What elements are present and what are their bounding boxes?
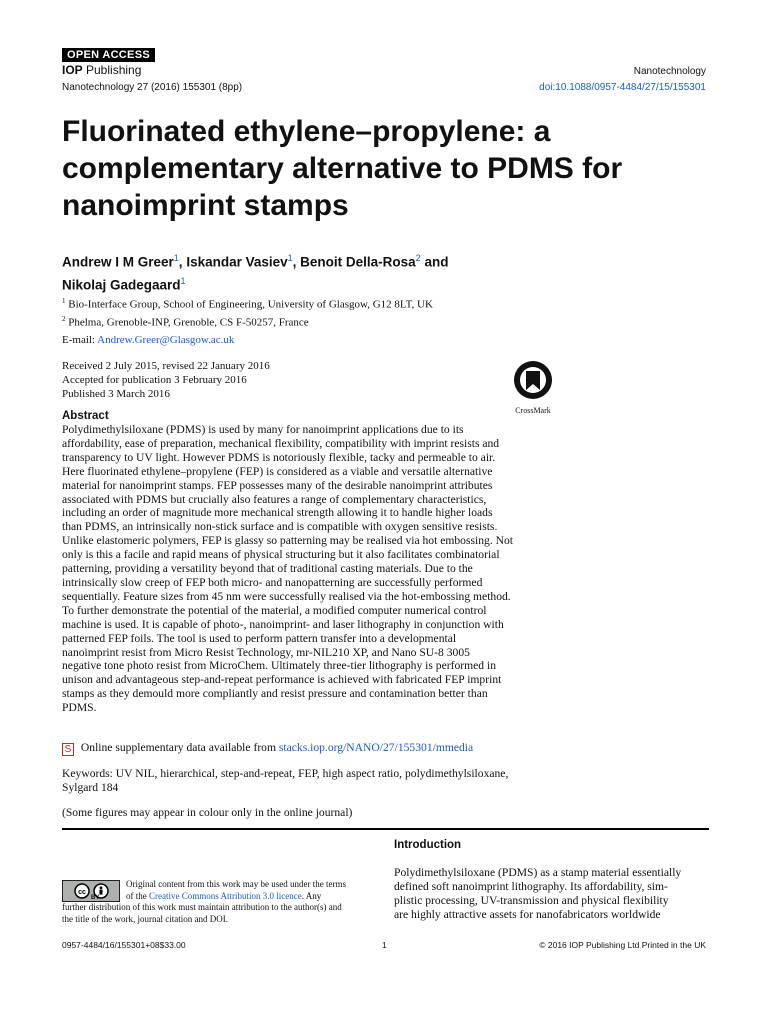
keywords: [62, 767, 558, 795]
affiliation-text: Phelma, Grenoble-INP, Grenoble, CS F-50257, France: [68, 316, 309, 329]
abstract-line: intrinsically slow creep of FEP both micro- and nanopatterning are successfully performed: [62, 575, 483, 589]
license-text: . Any: [301, 890, 322, 901]
license-line: the title of the work, journal citation and DOI.: [62, 913, 228, 924]
abstract-line: stamps as they demould more compliantly and resist pressure and contamination better than: [62, 687, 488, 701]
author-affil-sup: 1: [173, 253, 179, 263]
abstract-line: nanoimprint resist from Micro Resist Technology, mr-NIL210 XP, and Nano SU-8 3005: [62, 645, 470, 659]
abstract-line: machine is used. It is capable of photo-, nanoimprint- and laser lithography in conjunction with: [62, 617, 504, 631]
citation-line: Nanotechnology 27 (2016) 155301 (8pp): [62, 82, 243, 93]
abstract-body: [62, 423, 558, 715]
journal-name: Nanotechnology: [633, 66, 706, 77]
abstract-line: PDMS.: [62, 701, 97, 715]
author-sep: ,: [292, 254, 301, 270]
abstract-line: patterning, providing a versatility beyond that of traditional casting materials. Due to the: [62, 562, 473, 576]
cc-icon: [74, 883, 90, 899]
affiliation-sup: 2: [62, 314, 66, 323]
license-text: of the: [126, 890, 149, 901]
crossmark-icon: [513, 360, 553, 400]
abstract-line: Polydimethylsiloxane (PDMS) is used by many for nanoimprint applications due to its: [62, 423, 464, 436]
abstract-line: Here fluorinated ethylene–propylene (FEP) is considered as a viable and versatile alternative: [62, 464, 493, 478]
author-sep: ,: [178, 254, 187, 270]
cc-by-badge[interactable]: [62, 880, 120, 902]
introduction-line: Polydimethylsiloxane (PDMS) as a stamp material essentially: [394, 866, 682, 879]
author-name: Andrew I M Greer: [62, 254, 174, 270]
author-name: Nikolaj Gadegaard: [62, 277, 181, 292]
email-label: E-mail:: [62, 334, 98, 346]
introduction-line: plistic processing, UV-transmission and physical flexibility: [394, 893, 669, 907]
abstract-line: To further demonstrate the potential of the material, a modified computer numerical control: [62, 603, 487, 617]
affiliation-text: Bio-Interface Group, School of Engineering, University of Glasgow, G12 8LT, UK: [68, 298, 433, 311]
author-sep: and: [420, 254, 449, 270]
footer-copyright: © 2016 IOP Publishing Ltd Printed in the UK: [539, 940, 706, 950]
license-line: Original content from this work may be used under the terms: [126, 879, 346, 889]
affiliation-sup: 1: [62, 297, 66, 305]
page-number: 1: [382, 940, 387, 950]
abstract-line: Unlike elastomeric polymers, FEP is glassy so patterning may be realised via hot embossing. Not: [62, 534, 514, 548]
open-access-badge: OPEN ACCESS: [62, 48, 155, 62]
affiliation-item: [62, 312, 433, 330]
section-divider: [62, 828, 709, 830]
abstract-line: transparency to UV light. However PDMS is notoriously flexible, tacky and permeable to air.: [62, 450, 496, 464]
by-label: BY: [91, 895, 100, 901]
footer-issn: 0957-4484/16/155301+08$33.00: [62, 940, 186, 950]
received-date: Received 2 July 2015, revised 22 January 2016: [62, 360, 270, 372]
author-name: Benoit Della-Rosa: [300, 254, 416, 270]
abstract-line: including an order of magnitude more mechanical strength allowing it to handle higher loads: [62, 506, 493, 520]
abstract-line: only is this a facile and rapid means of physical structuring but it also facilitates combinatorial: [62, 548, 500, 562]
abstract-line: unison and advantageous step-and-repeat performance is achieved with fabricated FEP imprint: [62, 673, 502, 687]
author-affil-sup: 2: [415, 253, 421, 263]
abstract-line: associated with PDMS but crucially also features a range of complementary characteristics,: [62, 492, 487, 506]
doi-link[interactable]: doi:10.1088/0957-4484/27/15/155301: [539, 82, 706, 93]
abstract-heading: Abstract: [62, 410, 109, 422]
published-date: Published 3 March 2016: [62, 388, 170, 400]
cc-icon-text: cc: [77, 889, 86, 896]
supplementary-text: Online supplementary data available from: [78, 741, 279, 754]
publication-dates: [62, 359, 270, 401]
publisher-logo-rest: Publishing: [82, 63, 142, 77]
affiliations: [62, 294, 433, 329]
crossmark-badge[interactable]: [509, 360, 557, 415]
supplementary-link[interactable]: stacks.iop.org/NANO/27/155301/mmedia: [278, 741, 474, 754]
email-link[interactable]: Andrew.Greer@Glasgow.ac.uk: [97, 334, 235, 346]
abstract-line: affordability, ease of preparation, mechanical flexibility, compatibility with imprint resists and: [62, 436, 500, 450]
introduction-line: are highly attractive assets for nanofabricators worldwide: [394, 907, 661, 921]
abstract-line: material for nanoimprint stamps. FEP possesses many of the desirable nanoimprint attributes: [62, 478, 493, 492]
author-list: [62, 249, 702, 294]
author-name: Iskandar Vasiev: [186, 254, 288, 270]
introduction-line: defined soft nanoimprint lithography. Its affordability, sim-: [394, 879, 668, 893]
accepted-date: Accepted for publication 3 February 2016: [62, 374, 247, 386]
introduction-body: [394, 866, 710, 922]
abstract-line: sequentially. Feature sizes from 45 nm were successfully realised via the hot-embossing method.: [62, 589, 511, 603]
publisher-logo: [62, 63, 141, 77]
supplementary-line: [62, 741, 473, 756]
license-link[interactable]: Creative Commons Attribution 3.0 licence: [149, 890, 302, 901]
email-line: [62, 334, 234, 346]
crossmark-label: CrossMark: [515, 406, 551, 415]
supplementary-icon: S: [62, 743, 74, 756]
colour-note: (Some figures may appear in colour only in the online journal): [62, 806, 353, 819]
license-line: further distribution of this work must maintain attribution to the author(s) and: [62, 902, 342, 913]
author-affil-sup: 1: [180, 275, 186, 286]
keywords-line: Keywords: UV NIL, hierarchical, step-and-repeat, FEP, high aspect ratio, polydimethylsiloxane,: [62, 767, 509, 780]
affiliation-item: [62, 294, 433, 312]
abstract-line: negative tone photo resist from MicroChem. Ultimately three-tier lithography is performed in: [62, 659, 497, 673]
author-affil-sup: 1: [287, 253, 293, 263]
paper-title: Fluorinated ethylene–propylene: a complementary alternative to PDMS for nanoimprint stamps: [62, 115, 623, 222]
keywords-line: Sylgard 184: [62, 780, 119, 794]
abstract-line: than PDMS, an intrinsically non-stick surface and is compatible with oxygen sensitive resists.: [62, 520, 498, 534]
publisher-logo-bold: IOP: [62, 63, 83, 77]
abstract-line: patterned FEP foils. The tool is used to perform pattern transfer into a developmental: [62, 631, 457, 645]
introduction-heading: Introduction: [394, 839, 462, 851]
